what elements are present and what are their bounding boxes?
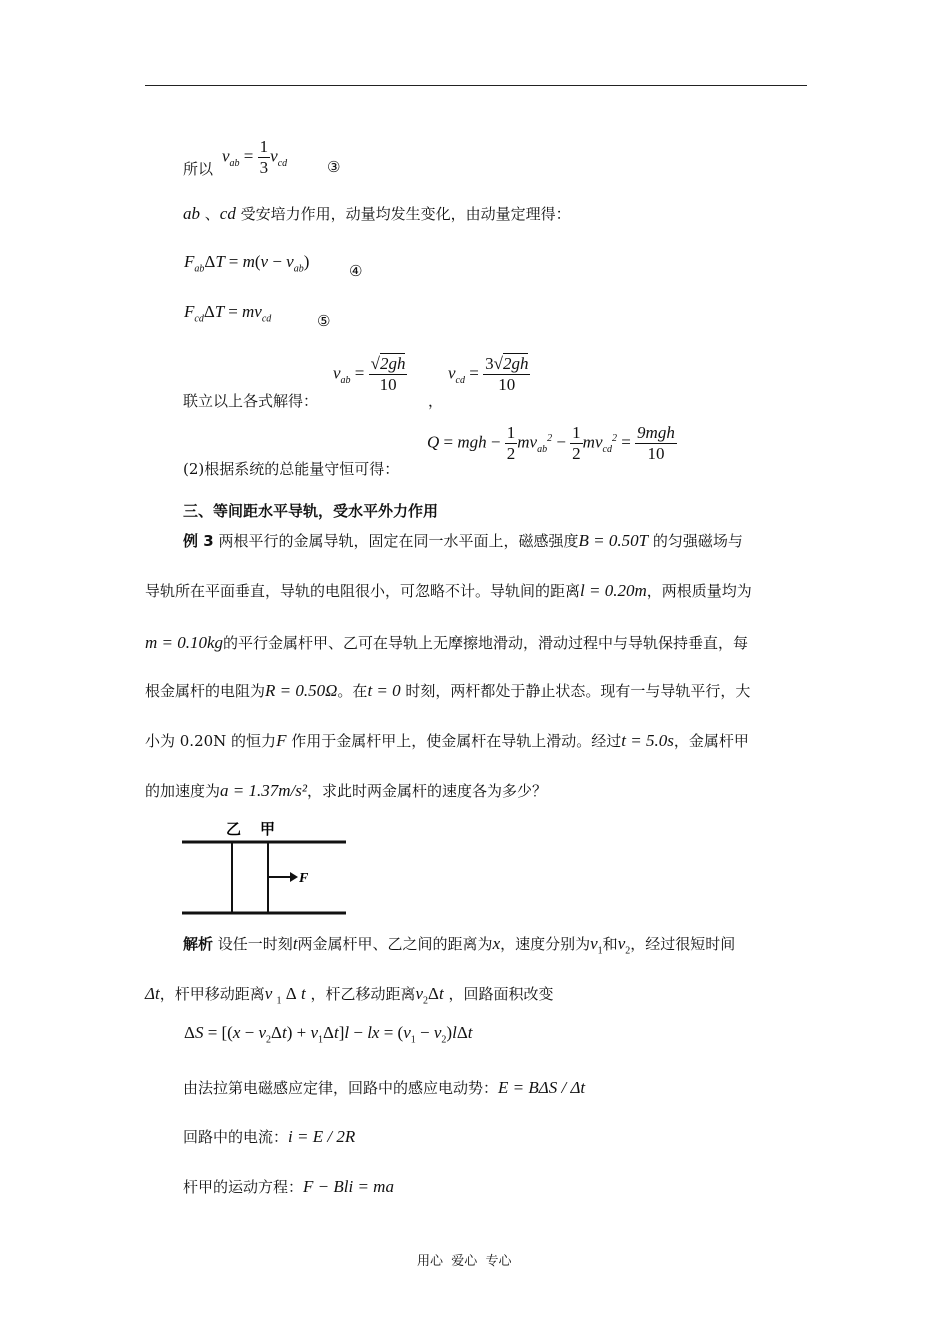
example-label: 例 3 [183, 532, 214, 550]
text-p3: 的平行金属杆甲、乙可在导轨上无摩擦地滑动，滑动过程中与导轨保持垂直，每 [223, 634, 749, 652]
eq-F: F [276, 731, 287, 750]
eq-Fab: $F_{ab}\Delta T = m(v - v_{ab})$ [184, 252, 310, 275]
sol-line-3 [183, 1077, 585, 1098]
para-line-1 [183, 530, 743, 551]
eq-delta-S: $\Delta S = [(x - v_2\Delta t) + v_1\Delta t]l$ − lx = $(v_1 - v_2)l\Delta t$ [184, 1023, 473, 1046]
text-comma: ， [428, 392, 444, 410]
eq-energy: Q = mgh − $\frac{1}{2}$ $mv_{ab}^2$ − $\frac{1}{2}$ $mv_{cd}^2$ = $\frac{\text{9mgh}}{10}$ [427, 423, 675, 463]
page-footer: 用心 爱心 专心 [417, 1254, 512, 1269]
eq-a: a = 1.37m/s² [220, 781, 307, 800]
header-rule [145, 85, 807, 86]
eq-motion: F − Bli = ma [303, 1177, 394, 1196]
text-suoyi: 所以 [183, 160, 214, 178]
text-s2: ，杆甲移动距离 [159, 985, 265, 1003]
text-s1e: ，经过很短时间 [630, 935, 736, 953]
text-p2b: ，两根质量均为 [646, 582, 752, 600]
sol-line-1: 解析 设任一时刻t两金属杆甲、乙之间的距离为x，速度分别为$v_1$和$v_2$，经过很短时间 [183, 934, 736, 957]
eq-number-5: ⑤ [317, 312, 331, 330]
solution-label: 解析 [183, 935, 214, 953]
para-line-2 [145, 580, 752, 601]
text-s3: 由法拉第电磁感应定律，回路中的感应电动势： [183, 1079, 499, 1097]
text-p4b: 。在 [337, 682, 368, 700]
text-p5b: 作用于金属杆甲上，使金属杆在导轨上滑动。经过 [291, 732, 622, 750]
force-arrow-head [290, 872, 298, 882]
eq-t5: t = 5.0s [621, 731, 674, 750]
eq-dt: Δt [145, 984, 160, 1003]
text-p6b: ，求此时两金属杆的速度各为多少？ [306, 782, 547, 800]
para-line-4 [145, 680, 750, 701]
sol-line-4 [183, 1126, 355, 1147]
eq-R: R = 0.50Ω [265, 681, 338, 700]
text-s5: 杆甲的运动方程： [183, 1178, 304, 1196]
text-energy: (2)根据系统的总能量守恒可得： [183, 460, 400, 478]
eq-i: i = E / 2R [288, 1127, 356, 1146]
text-p6: 的加速度为 [145, 782, 221, 800]
eq-Fcd: $F_{cd}\Delta T = mv_{cd}$ [184, 302, 272, 325]
eq-x: x [492, 934, 501, 953]
eq-B: B = 0.50T [578, 531, 649, 550]
text-s1c: ，速度分别为 [500, 935, 591, 953]
sol-line-2: Δt，杆甲移动距离v $_1$ Δ t ，杆乙移动距离$v_2\Delta t$ ，回路面积改变 [145, 984, 554, 1007]
para-line-6 [145, 780, 547, 801]
text-p1b: 的匀强磁场与 [652, 532, 743, 550]
text-ab-cd: 受安培力作用，动量均发生变化，由动量定理得： [240, 205, 571, 223]
eq-t0: t = 0 [367, 681, 401, 700]
eq-l: l = 0.20m [580, 581, 647, 600]
line-ab-cd: ab 、cd 受安培力作用，动量均发生变化，由动量定理得： [183, 204, 571, 223]
text-s1b: 两金属杆甲、乙之间的距离为 [297, 935, 493, 953]
eq-number-3: ③ [327, 158, 341, 176]
sol-line-5 [183, 1176, 394, 1197]
label-force: F [299, 871, 309, 886]
text-p5c: ，金属杆甲 [673, 732, 749, 750]
text-p1: 两根平行的金属导轨，固定在同一水平面上，磁感强度 [218, 532, 579, 550]
eq-m: m = 0.10kg [145, 633, 224, 652]
eq-number-4: ④ [349, 262, 363, 280]
para-line-5 [145, 730, 749, 751]
text-p4: 根金属杆的电阻为 [145, 682, 266, 700]
text-s1d: 和 [602, 935, 618, 953]
text-s2b: ，杆乙移动距离 [310, 985, 416, 1003]
text-p2: 导轨所在平面垂直，导轨的电阻很小，可忽略不计。导轨间的距离 [145, 582, 581, 600]
label-jia: 甲 [260, 820, 276, 838]
label-yi: 乙 [226, 820, 242, 838]
text-s4: 回路中的电流： [183, 1128, 289, 1146]
eq-E: E = BΔS / Δt [498, 1078, 586, 1097]
text-s2c: ，回路面积改变 [448, 985, 554, 1003]
eq-vab-result: $v_{ab}$ = $\frac{√2gh}{10}$ [333, 354, 406, 394]
section-title: 三、等间距水平导轨，受水平外力作用 [183, 502, 439, 520]
text-s1: 设任一时刻 [217, 935, 293, 953]
text-lianli: 联立以上各式解得： [183, 392, 319, 410]
eq-vcd-result: $v_{cd}$ = $\frac{3√2gh}{10}$ [448, 354, 529, 394]
text-p4c: 时刻，两杆都处于静止状态。现有一与导轨平行，大 [405, 682, 751, 700]
eq-t: t [292, 934, 298, 953]
eq-vab-third: $v_{ab}$ = $\frac{1}{3}$ $v_{cd}$ [222, 137, 288, 177]
rail-figure [180, 815, 348, 920]
text-p5: 小为 0.20N 的恒力 [145, 732, 277, 750]
para-line-3 [145, 632, 748, 653]
